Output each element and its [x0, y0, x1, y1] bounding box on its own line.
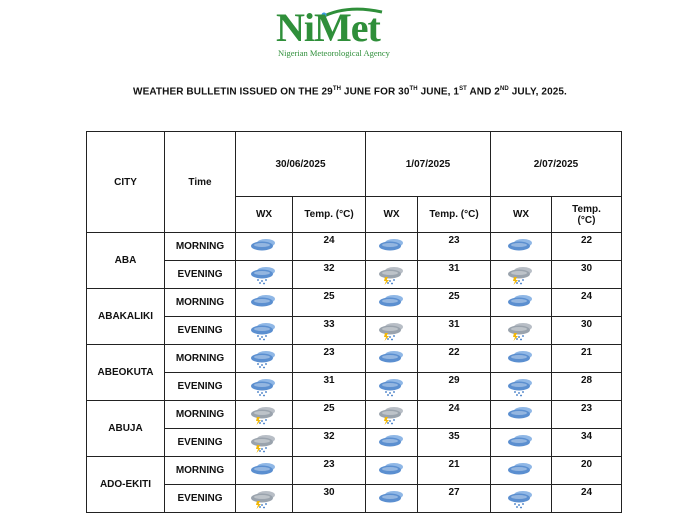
- thunderstorm-icon: [249, 489, 279, 509]
- thunderstorm-icon: [249, 405, 279, 425]
- temperature-value: 25: [418, 289, 491, 317]
- temperature-value: 30: [552, 317, 622, 345]
- temp-header: Temp. (°C): [552, 197, 622, 233]
- forecast-table: [86, 131, 622, 513]
- weather-cell: [491, 345, 552, 373]
- table-row: [87, 373, 622, 401]
- thunderstorm-icon: [377, 405, 407, 425]
- cloudy-icon: [506, 433, 536, 453]
- time-of-day: EVENING: [165, 485, 236, 513]
- table-row: [87, 233, 622, 261]
- wx-header: WX: [236, 197, 293, 233]
- rain-icon: [249, 377, 279, 397]
- temperature-value: 28: [552, 373, 622, 401]
- weather-cell: [366, 373, 418, 401]
- weather-cell: [491, 373, 552, 401]
- temperature-value: 30: [552, 261, 622, 289]
- temp-header: Temp. (°C): [293, 197, 366, 233]
- temperature-value: 35: [418, 429, 491, 457]
- city-name: ABUJA: [87, 401, 165, 457]
- table-row: [87, 485, 622, 513]
- weather-cell: [491, 429, 552, 457]
- city-name: ABA: [87, 233, 165, 289]
- time-of-day: EVENING: [165, 373, 236, 401]
- cloudy-icon: [377, 433, 407, 453]
- temp-header: Temp. (°C): [418, 197, 491, 233]
- weather-cell: [491, 317, 552, 345]
- rain-icon: [506, 489, 536, 509]
- table-row: [87, 429, 622, 457]
- cloudy-icon: [506, 461, 536, 481]
- logo-subtitle: Nigerian Meteorological Agency: [278, 48, 390, 58]
- weather-cell: [236, 429, 293, 457]
- logo-wordmark: NiMet: [276, 5, 380, 50]
- temperature-value: 22: [552, 233, 622, 261]
- cloudy-icon: [506, 405, 536, 425]
- temperature-value: 30: [293, 485, 366, 513]
- city-header: CITY: [87, 132, 165, 233]
- temperature-value: 24: [552, 289, 622, 317]
- time-of-day: MORNING: [165, 345, 236, 373]
- table-row: [87, 345, 622, 373]
- table-row: [87, 457, 622, 485]
- time-of-day: MORNING: [165, 233, 236, 261]
- weather-cell: [236, 485, 293, 513]
- weather-cell: [491, 485, 552, 513]
- cloudy-icon: [377, 349, 407, 369]
- thunderstorm-icon: [249, 433, 279, 453]
- weather-cell: [236, 373, 293, 401]
- weather-cell: [491, 401, 552, 429]
- weather-cell: [366, 289, 418, 317]
- weather-cell: [491, 457, 552, 485]
- cloudy-icon: [249, 461, 279, 481]
- rain-icon: [249, 321, 279, 341]
- weather-cell: [236, 401, 293, 429]
- cloudy-icon: [506, 349, 536, 369]
- temperature-value: 32: [293, 261, 366, 289]
- cloudy-icon: [377, 237, 407, 257]
- weather-cell: [236, 289, 293, 317]
- cloudy-icon: [249, 293, 279, 313]
- rain-icon: [249, 265, 279, 285]
- thunderstorm-icon: [506, 321, 536, 341]
- temperature-value: 25: [293, 289, 366, 317]
- weather-cell: [366, 345, 418, 373]
- time-of-day: EVENING: [165, 429, 236, 457]
- temperature-value: 22: [418, 345, 491, 373]
- temperature-value: 23: [293, 345, 366, 373]
- temperature-value: 23: [552, 401, 622, 429]
- temperature-value: 24: [552, 485, 622, 513]
- temperature-value: 34: [552, 429, 622, 457]
- weather-cell: [366, 401, 418, 429]
- temperature-value: 31: [293, 373, 366, 401]
- thunderstorm-icon: [506, 265, 536, 285]
- cloudy-icon: [377, 293, 407, 313]
- table-row: [87, 401, 622, 429]
- table-row: [87, 317, 622, 345]
- cloudy-icon: [506, 293, 536, 313]
- date-header: 2/07/2025: [491, 132, 622, 197]
- weather-cell: [366, 317, 418, 345]
- rain-icon: [506, 377, 536, 397]
- date-header: 30/06/2025: [236, 132, 366, 197]
- bulletin-title: WEATHER BULLETIN ISSUED ON THE 29TH JUNE FOR 30TH JUNE, 1ST AND 2ND JULY, 2025.: [133, 86, 567, 98]
- nimet-logo: [276, 6, 426, 58]
- temperature-value: 23: [293, 457, 366, 485]
- time-header: Time: [165, 132, 236, 233]
- time-of-day: EVENING: [165, 261, 236, 289]
- wx-header: WX: [491, 197, 552, 233]
- weather-cell: [366, 233, 418, 261]
- cloudy-icon: [377, 461, 407, 481]
- temperature-value: 32: [293, 429, 366, 457]
- rain-icon: [249, 349, 279, 369]
- weather-cell: [236, 457, 293, 485]
- cloudy-icon: [377, 489, 407, 509]
- temperature-value: 21: [552, 345, 622, 373]
- temperature-value: 27: [418, 485, 491, 513]
- thunderstorm-icon: [377, 265, 407, 285]
- temperature-value: 20: [552, 457, 622, 485]
- weather-cell: [366, 429, 418, 457]
- cloudy-icon: [506, 237, 536, 257]
- weather-cell: [491, 289, 552, 317]
- temperature-value: 33: [293, 317, 366, 345]
- city-name: ADO-EKITI: [87, 457, 165, 513]
- rain-icon: [377, 377, 407, 397]
- time-of-day: MORNING: [165, 457, 236, 485]
- weather-cell: [366, 485, 418, 513]
- time-of-day: EVENING: [165, 317, 236, 345]
- weather-cell: [236, 345, 293, 373]
- weather-cell: [366, 261, 418, 289]
- temperature-value: 31: [418, 317, 491, 345]
- cloudy-icon: [249, 237, 279, 257]
- table-row: [87, 289, 622, 317]
- thunderstorm-icon: [377, 321, 407, 341]
- weather-cell: [491, 261, 552, 289]
- weather-cell: [236, 317, 293, 345]
- time-of-day: MORNING: [165, 289, 236, 317]
- weather-cell: [491, 233, 552, 261]
- temperature-value: 31: [418, 261, 491, 289]
- date-header: 1/07/2025: [366, 132, 491, 197]
- city-name: ABAKALIKI: [87, 289, 165, 345]
- temperature-value: 29: [418, 373, 491, 401]
- wx-header: WX: [366, 197, 418, 233]
- temperature-value: 21: [418, 457, 491, 485]
- temperature-value: 24: [418, 401, 491, 429]
- temperature-value: 23: [418, 233, 491, 261]
- temperature-value: 24: [293, 233, 366, 261]
- weather-cell: [236, 261, 293, 289]
- temperature-value: 25: [293, 401, 366, 429]
- time-of-day: MORNING: [165, 401, 236, 429]
- weather-cell: [236, 233, 293, 261]
- weather-cell: [366, 457, 418, 485]
- table-row: [87, 261, 622, 289]
- city-name: ABEOKUTA: [87, 345, 165, 401]
